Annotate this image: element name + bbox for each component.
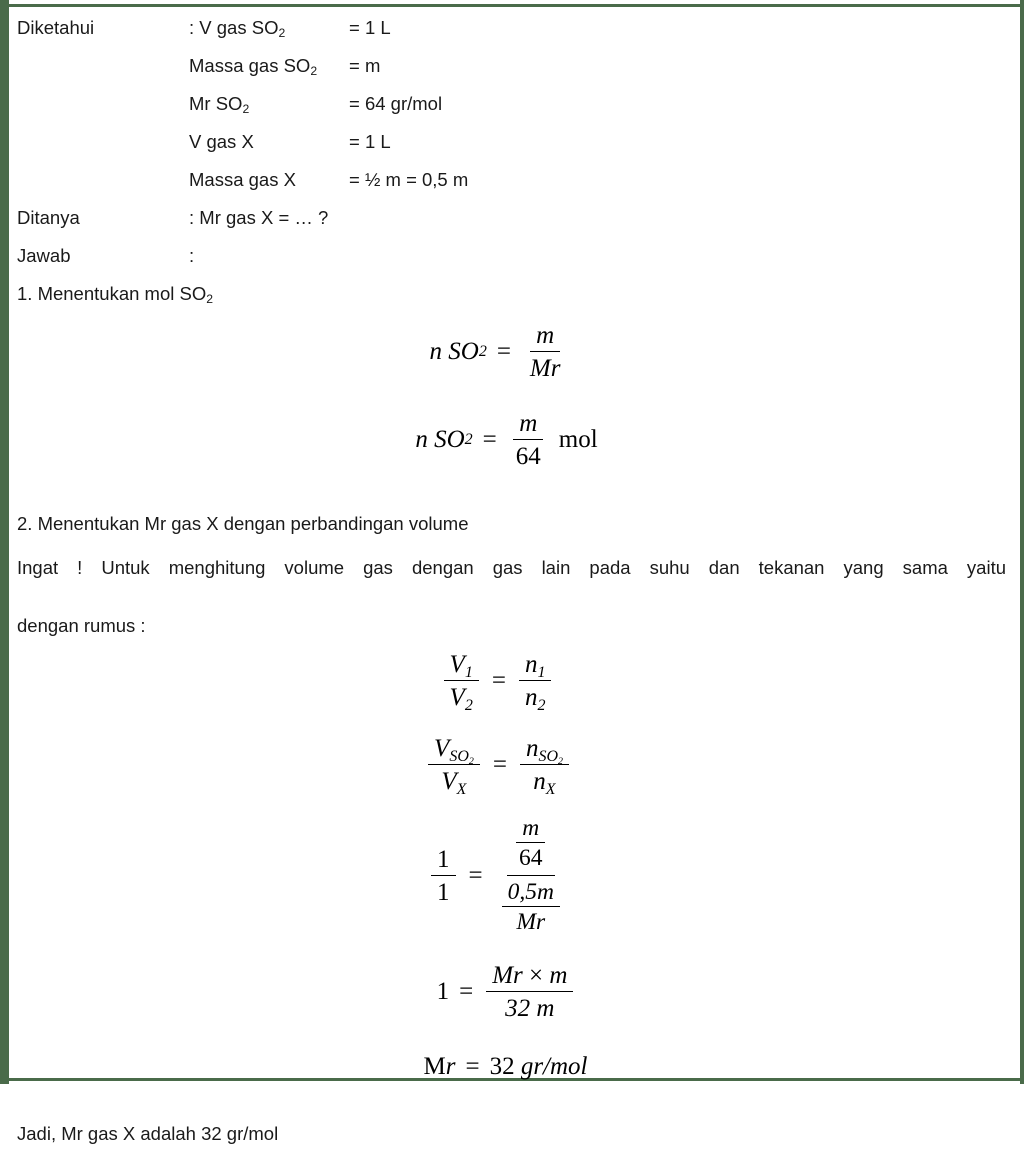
equation-v1-v2-n1-n2	[17, 650, 1006, 715]
givens-spacer	[17, 47, 189, 85]
eq4-num-right-sub	[538, 748, 563, 768]
eq6-num-b: m	[549, 962, 568, 989]
given-value-5: = ½ m = 0,5 m	[349, 169, 469, 190]
eq5-inner-top-num: m	[516, 815, 545, 843]
given-item-2-sub: 2	[310, 64, 318, 79]
givens-spacer	[17, 123, 189, 161]
eq5-den-left: 1	[437, 878, 450, 906]
given-item-1	[189, 9, 349, 47]
given-value-3: = 64 gr/mol	[349, 93, 443, 114]
section-gap	[17, 471, 1006, 505]
given-item-3	[189, 85, 349, 123]
eq4-den-left-sub: X	[456, 781, 467, 799]
equation-vso2-vx-nso2-nx	[17, 734, 1006, 799]
eq7-lhs-upright: M	[423, 1053, 446, 1080]
givens-row	[17, 85, 1006, 123]
given-item-4: V gas X	[189, 131, 254, 152]
answer-value: :	[189, 245, 195, 266]
given-item-2	[189, 47, 349, 85]
eq4-left-fraction	[428, 734, 480, 799]
eq2-species: SO	[434, 426, 465, 453]
eq7-lhs-italic: r	[445, 1053, 456, 1080]
eq5-outer-fraction	[496, 814, 566, 937]
eq4-num-left	[428, 734, 480, 768]
eq5-inner-top-den: 64	[519, 845, 543, 872]
givens-spacer	[17, 161, 189, 199]
step2-note	[17, 553, 1006, 640]
eq3-den-right	[519, 681, 552, 715]
given-value-4: = 1 L	[349, 131, 391, 152]
eq4-operator: =	[492, 751, 507, 778]
equation-one-equals-mr-m-over-32m	[17, 961, 1006, 1023]
eq1-fraction	[524, 321, 567, 383]
eq4-num-left-sub	[449, 748, 474, 768]
eq6-denominator: 32 m	[505, 995, 555, 1022]
step1-heading-text: 1. Menentukan mol SO	[17, 283, 207, 304]
eq3-den-left-var: V	[449, 684, 465, 711]
eq6-fraction	[486, 961, 573, 1023]
eq2-unit: mol	[558, 426, 598, 453]
givens-row	[17, 47, 1006, 85]
eq4-num-left-var: V	[434, 735, 450, 762]
eq5-inner-bot-num: 0,5m	[502, 879, 560, 907]
eq3-right-fraction	[519, 650, 552, 715]
eq4-num-left-sub2: 2	[468, 756, 474, 768]
givens-row	[17, 161, 1006, 199]
eq3-den-left	[444, 681, 479, 715]
givens-block	[17, 9, 1006, 199]
eq1-species: SO	[448, 338, 479, 365]
eq3-operator: =	[491, 667, 506, 694]
eq3-den-right-var: n	[524, 684, 538, 711]
eq3-num-left-var: V	[449, 651, 465, 678]
given-item-5: Massa gas X	[189, 169, 296, 190]
eq1-denominator: Mr	[529, 355, 561, 382]
eq4-num-right-sub-text: SO	[538, 748, 558, 766]
step2-heading: 2. Menentukan Mr gas X dengan perbandingan volume	[17, 513, 469, 534]
conclusion-gap	[17, 1081, 1006, 1115]
given-item-3-text: Mr SO	[189, 93, 243, 114]
eq1-numerator: m	[530, 321, 560, 352]
eq1-n: n	[429, 338, 442, 365]
given-value-1: = 1 L	[349, 17, 391, 38]
eq6-lhs: 1	[436, 978, 450, 1005]
eq4-num-right	[520, 734, 569, 768]
eq5-operator: =	[468, 861, 483, 889]
eq4-den-right	[527, 765, 561, 799]
eq7-unit: gr/mol	[520, 1053, 588, 1080]
eq4-den-right-sub: X	[545, 781, 556, 799]
eq7-value: 32	[489, 1053, 515, 1080]
eq4-num-left-sub-text: SO	[449, 748, 469, 766]
eq3-left-fraction	[444, 650, 479, 715]
eq2-fraction	[510, 409, 547, 471]
conclusion-text: Jadi, Mr gas X adalah 32 gr/mol	[17, 1123, 279, 1144]
eq7-operator: =	[465, 1053, 480, 1080]
eq2-n: n	[415, 426, 428, 453]
given-item-1-text: V gas SO	[199, 17, 279, 38]
eq4-num-right-var: n	[525, 735, 539, 762]
eq3-num-right	[519, 650, 552, 681]
eq5-left-fraction	[431, 845, 456, 907]
given-item-2-text: Massa gas SO	[189, 55, 311, 76]
eq4-right-fraction	[520, 734, 569, 799]
eq4-den-left	[435, 765, 472, 799]
eq6-times-icon: ×	[529, 962, 544, 989]
given-item-1-sub: 2	[278, 26, 286, 41]
givens-colon: :	[189, 17, 195, 38]
eq5-inner-top	[507, 814, 555, 876]
equation-nested-fraction	[17, 814, 1006, 937]
eq3-den-right-sub: 2	[537, 697, 546, 715]
givens-label: Diketahui	[17, 17, 95, 38]
eq6-numerator	[486, 961, 573, 992]
step1-heading-sub: 2	[206, 292, 214, 307]
givens-spacer	[17, 85, 189, 123]
eq3-num-right-sub: 1	[537, 664, 546, 682]
page-left-border	[0, 0, 9, 1084]
eq3-num-left	[444, 650, 479, 681]
eq5-num-left: 1	[431, 845, 456, 876]
step1-heading	[17, 275, 1006, 313]
eq5-inner-bottom-fraction	[502, 879, 560, 937]
step2-note-tail: dengan rumus :	[17, 615, 146, 636]
page-right-border	[1020, 0, 1024, 1084]
equation-result-mr	[17, 1053, 1006, 1081]
document-content	[9, 7, 1020, 1144]
given-item-3-sub: 2	[242, 102, 250, 117]
equation-n-so2-m-over-64-mol: n SO 2 = $\frac{m}{64}$ mol	[415, 410, 598, 470]
answer-row	[17, 237, 1006, 275]
eq2-numerator: m	[513, 409, 543, 440]
given-value-2: = m	[349, 55, 381, 76]
equation-n-so2-m-over-mr: n SO 2 = $\frac{m}{Mr}$	[17, 321, 1006, 383]
eq5-inner-bot-den: Mr	[516, 908, 546, 935]
asked-label: Ditanya	[17, 207, 80, 228]
eq6-operator: =	[459, 978, 474, 1005]
eq3-den-left-sub: 2	[464, 697, 473, 715]
givens-row	[17, 123, 1006, 161]
eq4-den-right-var: n	[533, 768, 546, 795]
answer-label: Jawab	[17, 245, 71, 266]
eq3-num-right-var: n	[524, 651, 538, 678]
givens-row	[17, 9, 1006, 47]
eq3-num-left-sub: 1	[464, 664, 473, 682]
asked-row	[17, 199, 1006, 237]
eq5-inner-bottom	[496, 876, 566, 938]
step2-note-justified: Ingat ! Untuk menghitung volume gas dengan gas lain pada suhu dan tekanan yang sama yaitu	[17, 557, 1006, 578]
eq6-num-a: Mr	[492, 962, 523, 989]
eq1-operator: =	[496, 338, 511, 365]
eq2-operator: =	[482, 426, 497, 453]
eq4-den-left-var: V	[441, 768, 457, 795]
eq4-num-right-sub2: 2	[558, 756, 563, 768]
asked-value: : Mr gas X = … ?	[189, 207, 329, 228]
eq5-inner-top-fraction	[513, 815, 549, 873]
eq2-denominator: 64	[515, 443, 541, 470]
